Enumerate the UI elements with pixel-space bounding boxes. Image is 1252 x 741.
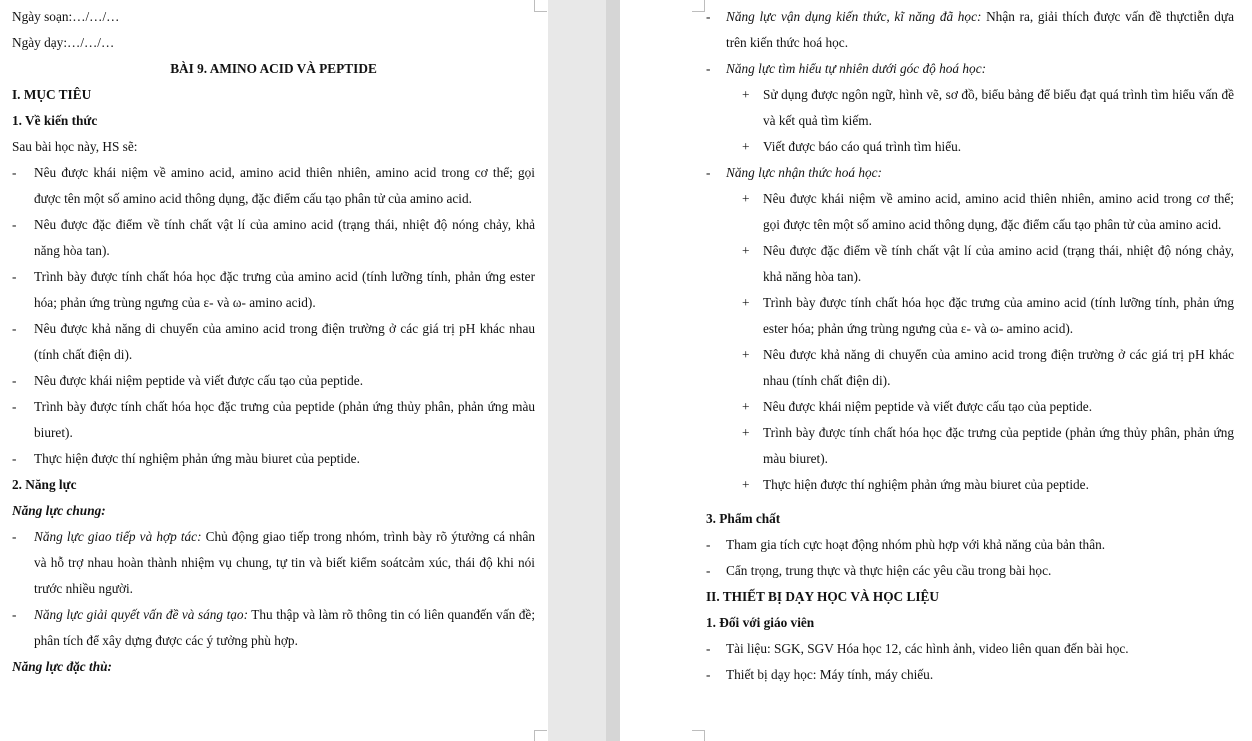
- line-segment: Nêu được khả năng di chuyển của amino acid trong điện trường ở các giá trị pH: [763, 347, 1205, 362]
- line-segment: Viết được báo cáo quá trình tìm hiểu.: [763, 139, 962, 154]
- knowledge-text: [12, 212, 535, 264]
- cognition-item: [742, 186, 1234, 238]
- knowledge-item: [12, 160, 535, 212]
- quality-list: [706, 532, 1234, 584]
- line-segment: Chủ động giao tiếp trong nhóm, trình bày rõ ý: [201, 529, 458, 544]
- cognition-competency-list: [706, 186, 1234, 498]
- intro-text: Sau bài học này, HS sẽ:: [12, 139, 138, 154]
- line-segment: chảy, khả năng hòa tan).: [763, 243, 1234, 284]
- cognition-text: [742, 342, 1234, 394]
- line-segment: chảy, khả năng hòa tan).: [34, 217, 536, 258]
- dash-marker: -: [706, 165, 711, 180]
- cognition-text: [742, 394, 1234, 420]
- general-competency-text: [12, 524, 535, 602]
- explore-competency-label: Năng lực tìm hiểu tự nhiên dưới góc độ hoá học:: [726, 61, 987, 76]
- teacher-text: Tài liệu: SGK, SGV Hóa học 12, các hình ảnh, video liên quan đến bài học.: [726, 641, 1129, 656]
- prep-date: Ngày soạn:…/…/…: [12, 9, 120, 24]
- line-segment: khác nhau (tính chất điện di).: [763, 347, 1235, 388]
- line-segment: phản ứng ester hóa; phản ứng trùng ngưng của ε- và ω- amino acid).: [763, 295, 1234, 336]
- page-gutter: [606, 0, 620, 741]
- general-competency-list: [12, 524, 535, 654]
- cognition-plus-wrap: [724, 472, 1234, 498]
- cognition-item: [742, 342, 1234, 394]
- cognition-competency-item: [706, 160, 1234, 186]
- competency-heading: 2. Năng lực: [12, 477, 77, 492]
- explore-item: [742, 134, 1234, 160]
- line-segment: Thực hiện được thí nghiệm phản ứng màu biuret của peptide.: [763, 477, 1089, 492]
- section-objectives-heading: I. MỤC TIÊU: [12, 87, 92, 102]
- cognition-plus-wrap: [724, 186, 1234, 238]
- line-segment: Trình bày được tính chất hóa học đặc trưng của peptide (phản ứng thủy phân, phản: [34, 399, 484, 414]
- plus-marker: +: [742, 425, 750, 440]
- teacher-heading: 1. Đối với giáo viên: [706, 615, 815, 630]
- cognition-text: [742, 238, 1234, 290]
- knowledge-text: [12, 264, 535, 316]
- quality-item: [706, 558, 1234, 584]
- knowledge-item: [12, 212, 535, 264]
- cognition-competency-label: Năng lực nhận thức hoá học:: [726, 165, 882, 180]
- line-segment: khác nhau (tính chất điện di).: [34, 321, 535, 362]
- line-segment: Nêu được đặc điểm về tính chất vật lí của amino acid (trạng thái, nhiệt độ nóng: [763, 243, 1203, 258]
- knowledge-item: [12, 394, 535, 446]
- line-segment: đến vấn đề; phân tích để xây dựng được các ý tưởng phù hợp.: [34, 607, 536, 648]
- knowledge-text: [12, 394, 535, 446]
- line-segment: Nêu được khái niệm về amino acid, amino acid thiên nhiên, amino acid trong: [763, 191, 1192, 206]
- dash-marker: -: [706, 537, 711, 552]
- cognition-plus-wrap: [724, 394, 1234, 420]
- line-segment: Trình bày được tính chất hóa học đặc trưng của peptide (phản ứng thủy phân,: [763, 425, 1181, 440]
- cognition-item: [742, 472, 1234, 498]
- plus-marker: +: [742, 191, 750, 206]
- apply-competency-label: Năng lực vận dụng kiến thức, kĩ năng đã học:: [726, 9, 982, 24]
- explore-text: [742, 134, 1234, 160]
- right-page-content: [706, 4, 1234, 688]
- equipment-heading: II. THIẾT BỊ DẠY HỌC VÀ HỌC LIỆU: [706, 589, 940, 604]
- general-competency-text: [12, 602, 535, 654]
- dash-marker: -: [12, 607, 17, 622]
- dash-marker: -: [12, 399, 17, 414]
- plus-marker: +: [742, 243, 750, 258]
- knowledge-text: [12, 368, 535, 394]
- dash-marker: -: [12, 269, 17, 284]
- specific-competency-heading: Năng lực đặc thù:: [12, 659, 112, 674]
- document-page-left: [0, 0, 548, 741]
- general-competency-item: [12, 602, 535, 654]
- quality-heading: 3. Phẩm chất: [706, 511, 781, 526]
- margin-corner-mark: [534, 0, 547, 12]
- line-segment: tưởng cá nhân và hỗ trợ nhau hoàn thành nhiệm vụ chung, tự tin và biết kiểm soát: [34, 529, 536, 570]
- plus-marker: +: [742, 399, 750, 414]
- apply-competency-item: [706, 4, 1234, 56]
- plus-marker: +: [742, 87, 750, 102]
- apply-competency-text: [706, 4, 1234, 56]
- margin-corner-mark: [534, 730, 547, 741]
- cognition-plus-wrap: [724, 420, 1234, 472]
- knowledge-list: [12, 160, 535, 472]
- quality-text: Tham gia tích cực hoạt động nhóm phù hợp với khả năng của bản thân.: [726, 537, 1106, 552]
- explore-plus-wrap: [724, 134, 1234, 160]
- line-segment: thể; gọi được tên một số amino acid thông dụng, đặc điểm cấu tạo phân tử của: [34, 165, 536, 206]
- teacher-item: [706, 636, 1234, 662]
- line-segment: của amino acid.: [1137, 217, 1222, 232]
- line-segment: amino acid.: [409, 191, 472, 206]
- quality-item: [706, 532, 1234, 558]
- teacher-text: Thiết bị dạy học: Máy tính, máy chiếu.: [726, 667, 934, 682]
- line-segment: hiểu vấn đề và kết quả tìm kiếm.: [763, 87, 1235, 128]
- lesson-title: BÀI 9. AMINO ACID VÀ PEPTIDE: [170, 61, 377, 76]
- knowledge-item: [12, 264, 535, 316]
- cognition-text: [742, 290, 1234, 342]
- general-competency-label: Năng lực giao tiếp và hợp tác:: [34, 529, 202, 544]
- cognition-item: [742, 420, 1234, 472]
- dash-marker: -: [706, 563, 711, 578]
- dash-marker: -: [12, 217, 17, 232]
- teach-date: Ngày dạy:…/…/…: [12, 35, 115, 50]
- explore-competency-item: [706, 56, 1234, 82]
- knowledge-text: [12, 316, 535, 368]
- dash-marker: -: [706, 641, 711, 656]
- cognition-plus-wrap: [724, 238, 1234, 290]
- teacher-item: [706, 662, 1234, 688]
- line-segment: phản ứng màu biuret).: [763, 425, 1234, 466]
- line-segment: Nêu được khái niệm peptide và viết được cấu tạo của peptide.: [763, 399, 1093, 414]
- knowledge-heading: 1. Về kiến thức: [12, 113, 98, 128]
- line-segment: Thu thập và làm rõ thông tin có liên quan: [248, 607, 474, 622]
- line-segment: cơ thể; gọi được tên một số amino acid thông dụng, đặc điểm cấu tạo phân tử: [763, 191, 1235, 232]
- plus-marker: +: [742, 347, 750, 362]
- cognition-text: [742, 420, 1234, 472]
- line-segment: Thực hiện được thí nghiệm phản ứng màu biuret của peptide.: [34, 451, 360, 466]
- cognition-item: [742, 238, 1234, 290]
- quality-text: Cẩn trọng, trung thực và thực hiện các yêu cầu trong bài học.: [726, 563, 1052, 578]
- explore-competency-list: [706, 82, 1234, 160]
- dash-marker: -: [706, 9, 711, 24]
- plus-marker: +: [742, 477, 750, 492]
- line-segment: Nêu được đặc điểm về tính chất vật lí của amino acid (trạng thái, nhiệt độ nóng: [34, 217, 479, 232]
- explore-item: [742, 82, 1234, 134]
- knowledge-item: [12, 446, 535, 472]
- knowledge-item: [12, 316, 535, 368]
- cognition-plus-wrap: [724, 290, 1234, 342]
- knowledge-text: [12, 446, 535, 472]
- line-segment: Nêu được khả năng di chuyển của amino acid trong điện trường ở các giá trị pH: [34, 321, 476, 336]
- line-segment: Trình bày được tính chất hóa học đặc trưng của amino acid (tính lưỡng tính,: [763, 295, 1180, 310]
- plus-marker: +: [742, 295, 750, 310]
- dash-marker: -: [12, 451, 17, 466]
- knowledge-text: [12, 160, 535, 212]
- cognition-plus-wrap: [724, 342, 1234, 394]
- line-segment: Trình bày được tính chất hóa học đặc trưng của amino acid (tính lưỡng tính, phản: [34, 269, 481, 284]
- cognition-item: [742, 394, 1234, 420]
- explore-text: [742, 82, 1234, 134]
- line-segment: ứng màu biuret).: [34, 399, 535, 440]
- dash-marker: -: [12, 165, 17, 180]
- left-page-content: [12, 4, 535, 680]
- dash-marker: -: [12, 529, 17, 544]
- dash-marker: -: [12, 321, 17, 336]
- document-page-right: [620, 0, 1252, 741]
- line-segment: Nêu được khái niệm về amino acid, amino acid thiên nhiên, amino acid trong cơ: [34, 165, 488, 180]
- cognition-text: [742, 472, 1234, 498]
- line-segment: cảm xúc, thái độ khi nói trước nhiều người.: [34, 555, 535, 596]
- knowledge-item: [12, 368, 535, 394]
- apply-competency-item: [706, 4, 1234, 56]
- dash-marker: -: [706, 61, 711, 76]
- general-competency-label: Năng lực giải quyết vấn đề và sáng tạo:: [34, 607, 249, 622]
- margin-corner-mark: [692, 730, 705, 741]
- dash-marker: -: [706, 667, 711, 682]
- line-segment: Nêu được khái niệm peptide và viết được cấu tạo của peptide.: [34, 373, 364, 388]
- cognition-item: [742, 290, 1234, 342]
- line-segment: ứng ester hóa; phản ứng trùng ngưng của ε- và ω- amino acid).: [34, 269, 535, 310]
- dash-marker: -: [12, 373, 17, 388]
- general-competency-heading: Năng lực chung:: [12, 503, 106, 518]
- general-competency-item: [12, 524, 535, 602]
- teacher-list: [706, 636, 1234, 688]
- line-segment: Nhận ra, giải thích được vấn đề thực: [981, 9, 1190, 24]
- line-segment: Sử dụng được ngôn ngữ, hình vẽ, sơ đồ, biểu bảng để biểu đạt quá trình tìm: [763, 87, 1169, 102]
- cognition-text: [742, 186, 1234, 238]
- margin-corner-mark: [692, 0, 705, 12]
- line-segment: tiễn dựa trên kiến thức hoá học.: [726, 9, 1234, 50]
- plus-marker: +: [742, 139, 750, 154]
- explore-plus-wrap: [724, 82, 1234, 134]
